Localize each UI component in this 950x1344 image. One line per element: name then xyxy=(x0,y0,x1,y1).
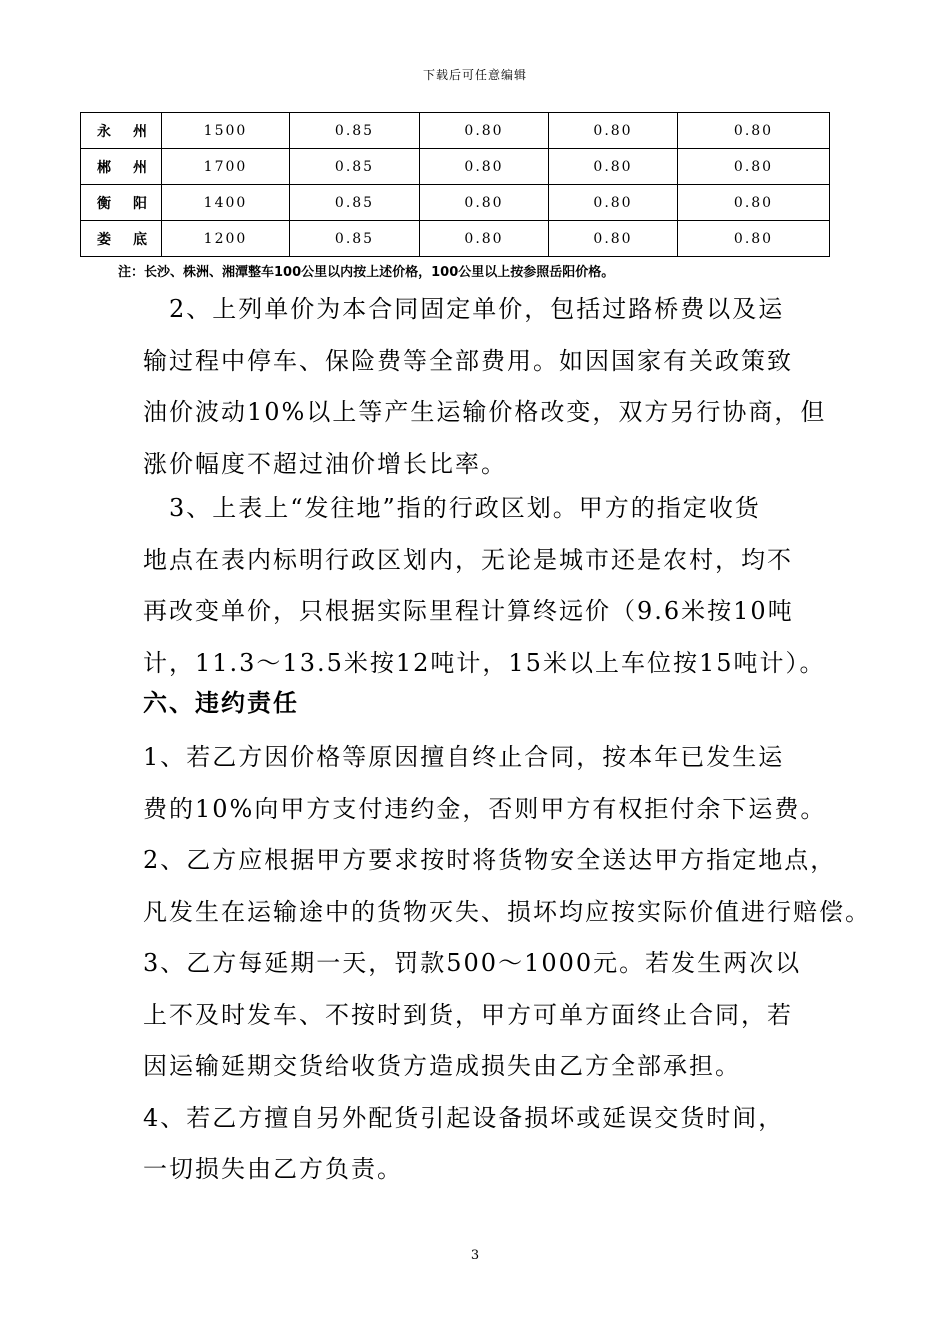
table-cell: 0.80 xyxy=(678,113,830,149)
breach-line: 因运输延期交货给收货方造成损失由乙方全部承担。 xyxy=(143,1052,741,1080)
breach-line: 凡发生在运输途中的货物灭失、损坏均应按实际价值进行赔偿。 xyxy=(143,897,871,926)
breach-clauses xyxy=(143,732,871,1196)
table-cell: 0.80 xyxy=(420,113,549,149)
city-char: 州 xyxy=(133,159,147,176)
table-cell: 1200 xyxy=(162,221,290,257)
table-row xyxy=(81,221,830,257)
page-number: 3 xyxy=(470,1248,480,1263)
table-cell: 0.80 xyxy=(549,221,678,257)
clause-2-line: 输过程中停车、保险费等全部费用。如因国家有关政策致 xyxy=(143,346,793,375)
breach-line: 2、乙方应根据甲方要求按时将货物安全送达甲方指定地点， xyxy=(143,846,837,874)
table-cell: 0.85 xyxy=(290,185,420,221)
city-cell xyxy=(81,149,162,185)
table-cell: 0.80 xyxy=(420,149,549,185)
city-char: 郴 xyxy=(97,159,111,176)
clause-2-line: 油价波动10%以上等产生运输价格改变，双方另行协商，但 xyxy=(143,398,827,426)
table-cell: 0.80 xyxy=(678,185,830,221)
clause-2-line: 涨价幅度不超过油价增长比率。 xyxy=(143,449,507,478)
rate-table xyxy=(80,112,830,257)
table-cell: 0.85 xyxy=(290,149,420,185)
clause-2 xyxy=(143,284,827,490)
table-cell: 1500 xyxy=(162,113,290,149)
table-cell: 1400 xyxy=(162,185,290,221)
table-cell: 0.80 xyxy=(678,149,830,185)
table-cell: 0.80 xyxy=(549,149,678,185)
breach-line: 上不及时发车、不按时到货，甲方可单方面终止合同，若 xyxy=(143,1000,793,1029)
city-char: 永 xyxy=(97,123,111,140)
breach-line: 4、若乙方擅自另外配货引起设备损坏或延误交货时间， xyxy=(143,1103,785,1132)
table-cell: 0.85 xyxy=(290,221,420,257)
city-char: 底 xyxy=(133,231,147,248)
city-char: 娄 xyxy=(97,231,111,248)
table-cell: 0.85 xyxy=(290,113,420,149)
table-cell: 0.80 xyxy=(420,221,549,257)
section-title: 六、违约责任 xyxy=(143,689,299,717)
breach-line: 3、乙方每延期一天，罚款500～1000元。若发生两次以 xyxy=(143,949,802,977)
clause-3-line: 再改变单价，只根据实际里程计算终远价（9.6米按10吨 xyxy=(143,597,794,625)
table-row xyxy=(81,185,830,221)
clause-3 xyxy=(143,483,826,689)
clause-3-line: 计，11.3～13.5米按12吨计，15米以上车位按15吨计）。 xyxy=(143,648,826,677)
clause-3-line: 地点在表内标明行政区划内，无论是城市还是农村，均不 xyxy=(143,545,793,574)
table-row xyxy=(81,149,830,185)
city-char: 阳 xyxy=(133,195,147,212)
breach-line: 一切损失由乙方负责。 xyxy=(143,1155,403,1183)
city-cell xyxy=(81,185,162,221)
page-header: 下载后可任意编辑 xyxy=(422,68,527,82)
breach-line: 1、若乙方因价格等原因擅自终止合同，按本年已发生运 xyxy=(143,743,785,771)
city-char: 州 xyxy=(133,123,147,140)
city-char: 衡 xyxy=(97,195,111,212)
table-note: 注：长沙、株洲、湘潭整车100公里以内按上述价格，100公里以上按参照岳阳价格。 xyxy=(118,265,615,280)
table-cell: 0.80 xyxy=(678,221,830,257)
clause-3-line: 3、上表上“发往地”指的行政区划。甲方的指定收货 xyxy=(143,494,761,522)
clause-2-line: 2、上列单价为本合同固定单价，包括过路桥费以及运 xyxy=(143,295,785,323)
city-cell xyxy=(81,113,162,149)
table-cell: 0.80 xyxy=(549,113,678,149)
table-cell: 0.80 xyxy=(549,185,678,221)
breach-line: 费的10%向甲方支付违约金，否则甲方有权拒付余下运费。 xyxy=(143,794,827,823)
table-row xyxy=(81,113,830,149)
city-cell xyxy=(81,221,162,257)
table-cell: 0.80 xyxy=(420,185,549,221)
table-cell: 1700 xyxy=(162,149,290,185)
